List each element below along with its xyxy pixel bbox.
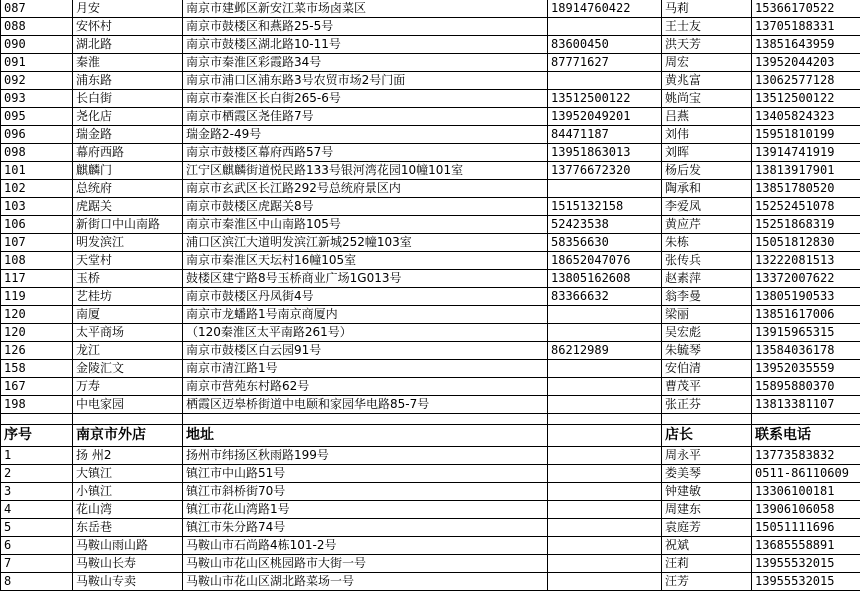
- address-cell: 南京市浦口区浦东路3号农贸市场2号门面: [183, 72, 548, 90]
- manager-cell: 黄应芹: [662, 216, 752, 234]
- manager-cell: 周宏: [662, 54, 752, 72]
- manager-cell: 刘晖: [662, 144, 752, 162]
- store-code-cell: 1: [1, 447, 73, 465]
- table-row: [1, 144, 860, 162]
- store-phone-cell: 18914760422: [548, 0, 662, 18]
- contact-phone-cell: 13805190533: [752, 288, 860, 306]
- store-code-cell: 8: [1, 573, 73, 591]
- address-cell: 南京市栖霞区尧佳路7号: [183, 108, 548, 126]
- store-name-cell: 玉桥: [73, 270, 183, 288]
- address-cell: 南京市清江路1号: [183, 360, 548, 378]
- address-cell: 南京市秦淮区中山南路105号: [183, 216, 548, 234]
- store-phone-cell: [548, 483, 662, 501]
- address-cell: 南京市秦淮区天坛村16幢105室: [183, 252, 548, 270]
- store-phone-cell: 83600450: [548, 36, 662, 54]
- store-code-cell: 5: [1, 519, 73, 537]
- address-cell: 南京市秦淮区长白街265-6号: [183, 90, 548, 108]
- table-row: [1, 72, 860, 90]
- manager-cell: 陶承和: [662, 180, 752, 198]
- contact-phone-cell: 13372007622: [752, 270, 860, 288]
- table-row: [1, 108, 860, 126]
- address-cell: 南京市鼓楼区湖北路10-11号: [183, 36, 548, 54]
- header-address: 地址: [183, 425, 548, 447]
- manager-cell: 姚尚宝: [662, 90, 752, 108]
- address-cell: 南京市营苑东村路62号: [183, 378, 548, 396]
- store-name-cell: 南厦: [73, 306, 183, 324]
- store-code-cell: 158: [1, 360, 73, 378]
- store-phone-cell: [548, 519, 662, 537]
- header-external-store: 南京市外店: [73, 425, 183, 447]
- address-cell: 镇江市花山湾路1号: [183, 501, 548, 519]
- store-code-cell: 120: [1, 324, 73, 342]
- manager-cell: 袁庭芳: [662, 519, 752, 537]
- store-phone-cell: 13951863013: [548, 144, 662, 162]
- contact-phone-cell: 13405824323: [752, 108, 860, 126]
- manager-cell: 梁丽: [662, 306, 752, 324]
- contact-phone-cell: 15051812830: [752, 234, 860, 252]
- address-cell: 瑞金路2-49号: [183, 126, 548, 144]
- contact-phone-cell: 13952044203: [752, 54, 860, 72]
- store-code-cell: 3: [1, 483, 73, 501]
- contact-phone-cell: 13306100181: [752, 483, 860, 501]
- contact-phone-cell: 13584036178: [752, 342, 860, 360]
- store-code-cell: 088: [1, 18, 73, 36]
- manager-cell: 张传兵: [662, 252, 752, 270]
- manager-cell: 曹茂平: [662, 378, 752, 396]
- store-phone-cell: 18652047076: [548, 252, 662, 270]
- section-spacer: [1, 414, 860, 447]
- store-phone-cell: [548, 501, 662, 519]
- store-name-cell: 麒麟门: [73, 162, 183, 180]
- store-phone-cell: 86212989: [548, 342, 662, 360]
- manager-cell: 黄兆富: [662, 72, 752, 90]
- contact-phone-cell: 13851643959: [752, 36, 860, 54]
- blank-row: [1, 414, 860, 425]
- store-name-cell: 金陵汇文: [73, 360, 183, 378]
- store-name-cell: 东岳巷: [73, 519, 183, 537]
- manager-cell: 周永平: [662, 447, 752, 465]
- address-cell: 镇江市朱分路74号: [183, 519, 548, 537]
- store-code-cell: 167: [1, 378, 73, 396]
- address-cell: 镇江市斜桥街70号: [183, 483, 548, 501]
- address-cell: 南京市鼓楼区虎踞关8号: [183, 198, 548, 216]
- contact-phone-cell: 15951810199: [752, 126, 860, 144]
- store-name-cell: 大镇江: [73, 465, 183, 483]
- store-phone-cell: [548, 555, 662, 573]
- store-code-cell: 093: [1, 90, 73, 108]
- store-phone-cell: [548, 537, 662, 555]
- store-name-cell: 太平商场: [73, 324, 183, 342]
- table-row: [1, 18, 860, 36]
- store-name-cell: 花山湾: [73, 501, 183, 519]
- table-row: [1, 573, 860, 591]
- contact-phone-cell: 0511-86110609: [752, 465, 860, 483]
- table-row: [1, 270, 860, 288]
- store-name-cell: 尧化店: [73, 108, 183, 126]
- store-code-cell: 096: [1, 126, 73, 144]
- manager-cell: 安伯清: [662, 360, 752, 378]
- store-code-cell: 107: [1, 234, 73, 252]
- store-code-cell: 103: [1, 198, 73, 216]
- table-row: [1, 198, 860, 216]
- store-code-cell: 120: [1, 306, 73, 324]
- manager-cell: 吕燕: [662, 108, 752, 126]
- store-phone-cell: [548, 324, 662, 342]
- table-row: [1, 288, 860, 306]
- store-name-cell: 长白街: [73, 90, 183, 108]
- store-code-cell: 106: [1, 216, 73, 234]
- table-row: [1, 180, 860, 198]
- address-cell: 南京市龙蟠路1号南京商厦内: [183, 306, 548, 324]
- table-row: [1, 519, 860, 537]
- store-name-cell: 明发滨江: [73, 234, 183, 252]
- store-name-cell: 扬 州2: [73, 447, 183, 465]
- store-phone-cell: [548, 378, 662, 396]
- address-cell: 马鞍山市花山区湖北路菜场一号: [183, 573, 548, 591]
- store-name-cell: 马鞍山雨山路: [73, 537, 183, 555]
- contact-phone-cell: 13512500122: [752, 90, 860, 108]
- address-cell: 南京市鼓楼区幕府西路57号: [183, 144, 548, 162]
- store-code-cell: 092: [1, 72, 73, 90]
- contact-phone-cell: 13851780520: [752, 180, 860, 198]
- table-row: [1, 447, 860, 465]
- store-name-cell: 浦东路: [73, 72, 183, 90]
- table-row: [1, 501, 860, 519]
- address-cell: 鼓楼区建宁路8号玉桥商业广场1G013号: [183, 270, 548, 288]
- store-phone-cell: 87771627: [548, 54, 662, 72]
- manager-cell: 娄美琴: [662, 465, 752, 483]
- manager-cell: 周建东: [662, 501, 752, 519]
- store-phone-cell: [548, 18, 662, 36]
- store-name-cell: 秦淮: [73, 54, 183, 72]
- table-row: [1, 216, 860, 234]
- store-code-cell: 108: [1, 252, 73, 270]
- store-phone-cell: 13776672320: [548, 162, 662, 180]
- table-row: [1, 36, 860, 54]
- table-row: [1, 378, 860, 396]
- store-code-cell: 102: [1, 180, 73, 198]
- store-name-cell: 新街口中山南路: [73, 216, 183, 234]
- address-cell: 浦口区滨江大道明发滨江新城252幢103室: [183, 234, 548, 252]
- contact-phone-cell: 15051111696: [752, 519, 860, 537]
- manager-cell: 汪莉: [662, 555, 752, 573]
- table-row: [1, 483, 860, 501]
- external-stores-header-row: [1, 425, 860, 447]
- table-row: [1, 537, 860, 555]
- store-phone-cell: 13512500122: [548, 90, 662, 108]
- contact-phone-cell: 13906106058: [752, 501, 860, 519]
- contact-phone-cell: 13705188331: [752, 18, 860, 36]
- address-cell: 南京市秦淮区彩霞路34号: [183, 54, 548, 72]
- table-row: [1, 306, 860, 324]
- manager-cell: 钟建敏: [662, 483, 752, 501]
- table-row: [1, 252, 860, 270]
- store-name-cell: 月安: [73, 0, 183, 18]
- store-name-cell: 虎踞关: [73, 198, 183, 216]
- store-code-cell: 098: [1, 144, 73, 162]
- manager-cell: 张正芬: [662, 396, 752, 414]
- store-code-cell: 126: [1, 342, 73, 360]
- address-cell: 江宁区麒麟街道悦民路133号银河湾花园10幢101室: [183, 162, 548, 180]
- table-row: [1, 162, 860, 180]
- external-stores-section: [1, 447, 860, 591]
- store-name-cell: 龙江: [73, 342, 183, 360]
- header-serial-number: 序号: [1, 425, 73, 447]
- contact-phone-cell: 13955532015: [752, 555, 860, 573]
- store-code-cell: 087: [1, 0, 73, 18]
- contact-phone-cell: 13914741919: [752, 144, 860, 162]
- address-cell: 扬州市纬扬区秋雨路199号: [183, 447, 548, 465]
- manager-cell: 朱栋: [662, 234, 752, 252]
- store-code-cell: 2: [1, 465, 73, 483]
- manager-cell: 洪天芳: [662, 36, 752, 54]
- store-phone-cell: [548, 180, 662, 198]
- contact-phone-cell: 15895880370: [752, 378, 860, 396]
- address-cell: 南京市鼓楼区白云园91号: [183, 342, 548, 360]
- store-code-cell: 091: [1, 54, 73, 72]
- store-phone-cell: [548, 447, 662, 465]
- table-row: [1, 126, 860, 144]
- manager-cell: 李爱凤: [662, 198, 752, 216]
- store-phone-cell: [548, 573, 662, 591]
- store-code-cell: 6: [1, 537, 73, 555]
- manager-cell: 赵素萍: [662, 270, 752, 288]
- address-cell: 南京市鼓楼区丹凤街4号: [183, 288, 548, 306]
- store-code-cell: 119: [1, 288, 73, 306]
- address-cell: 南京市玄武区长江路292号总统府景区内: [183, 180, 548, 198]
- table-row: [1, 90, 860, 108]
- store-phone-cell: [548, 465, 662, 483]
- table-row: [1, 465, 860, 483]
- address-cell: 栖霞区迈皋桥街道中电颐和家园华电路85-7号: [183, 396, 548, 414]
- manager-cell: 祝斌: [662, 537, 752, 555]
- address-cell: 南京市建邺区新安江菜市场卤菜区: [183, 0, 548, 18]
- contact-phone-cell: 15252451078: [752, 198, 860, 216]
- store-name-cell: 总统府: [73, 180, 183, 198]
- header-manager: 店长: [662, 425, 752, 447]
- manager-cell: 汪芳: [662, 573, 752, 591]
- address-cell: 马鞍山市石尚路4栋101-2号: [183, 537, 548, 555]
- contact-phone-cell: 13813381107: [752, 396, 860, 414]
- store-phone-cell: [548, 360, 662, 378]
- store-phone-cell: 58356630: [548, 234, 662, 252]
- nanjing-stores-section: [1, 0, 860, 414]
- manager-cell: 朱毓琴: [662, 342, 752, 360]
- contact-phone-cell: 15366170522: [752, 0, 860, 18]
- store-code-cell: 198: [1, 396, 73, 414]
- table-row: [1, 360, 860, 378]
- manager-cell: 马莉: [662, 0, 752, 18]
- table-row: [1, 342, 860, 360]
- store-code-cell: 095: [1, 108, 73, 126]
- store-name-cell: 天堂村: [73, 252, 183, 270]
- store-name-cell: 幕府西路: [73, 144, 183, 162]
- store-code-cell: 090: [1, 36, 73, 54]
- contact-phone-cell: 13222081513: [752, 252, 860, 270]
- table-row: [1, 324, 860, 342]
- store-name-cell: 小镇江: [73, 483, 183, 501]
- table-row: [1, 0, 860, 18]
- store-name-cell: 万寿: [73, 378, 183, 396]
- header-blank: [548, 425, 662, 447]
- store-name-cell: 瑞金路: [73, 126, 183, 144]
- manager-cell: 吴宏彪: [662, 324, 752, 342]
- table-row: [1, 234, 860, 252]
- store-code-cell: 117: [1, 270, 73, 288]
- contact-phone-cell: 13813917901: [752, 162, 860, 180]
- address-cell: 南京市鼓楼区和燕路25-5号: [183, 18, 548, 36]
- store-name-cell: 马鞍山专卖: [73, 573, 183, 591]
- store-code-cell: 7: [1, 555, 73, 573]
- store-name-cell: 马鞍山长寿: [73, 555, 183, 573]
- manager-cell: 王士友: [662, 18, 752, 36]
- table-row: [1, 396, 860, 414]
- store-code-cell: 101: [1, 162, 73, 180]
- store-code-cell: 4: [1, 501, 73, 519]
- table-row: [1, 555, 860, 573]
- table-row: [1, 54, 860, 72]
- address-cell: 镇江市中山路51号: [183, 465, 548, 483]
- store-phone-cell: [548, 306, 662, 324]
- header-contact-phone: 联系电话: [752, 425, 860, 447]
- store-phone-cell: 13805162608: [548, 270, 662, 288]
- store-name-cell: 湖北路: [73, 36, 183, 54]
- store-phone-cell: 1515132158: [548, 198, 662, 216]
- contact-phone-cell: 13955532015: [752, 573, 860, 591]
- manager-cell: 翁李曼: [662, 288, 752, 306]
- store-phone-cell: 83366632: [548, 288, 662, 306]
- store-phone-cell: [548, 396, 662, 414]
- store-name-cell: 艺桂坊: [73, 288, 183, 306]
- contact-phone-cell: 13685558891: [752, 537, 860, 555]
- address-cell: （120秦淮区太平南路261号）: [183, 324, 548, 342]
- contact-phone-cell: 13915965315: [752, 324, 860, 342]
- manager-cell: 刘伟: [662, 126, 752, 144]
- store-phone-cell: 84471187: [548, 126, 662, 144]
- store-phone-cell: 13952049201: [548, 108, 662, 126]
- contact-phone-cell: 13773583832: [752, 447, 860, 465]
- address-cell: 马鞍山市花山区桃园路市大街一号: [183, 555, 548, 573]
- manager-cell: 杨后发: [662, 162, 752, 180]
- contact-phone-cell: 15251868319: [752, 216, 860, 234]
- store-name-cell: 安怀村: [73, 18, 183, 36]
- store-name-cell: 中电家园: [73, 396, 183, 414]
- contact-phone-cell: 13851617006: [752, 306, 860, 324]
- store-phone-cell: [548, 72, 662, 90]
- contact-phone-cell: 13952035559: [752, 360, 860, 378]
- contact-phone-cell: 13062577128: [752, 72, 860, 90]
- store-phone-cell: 52423538: [548, 216, 662, 234]
